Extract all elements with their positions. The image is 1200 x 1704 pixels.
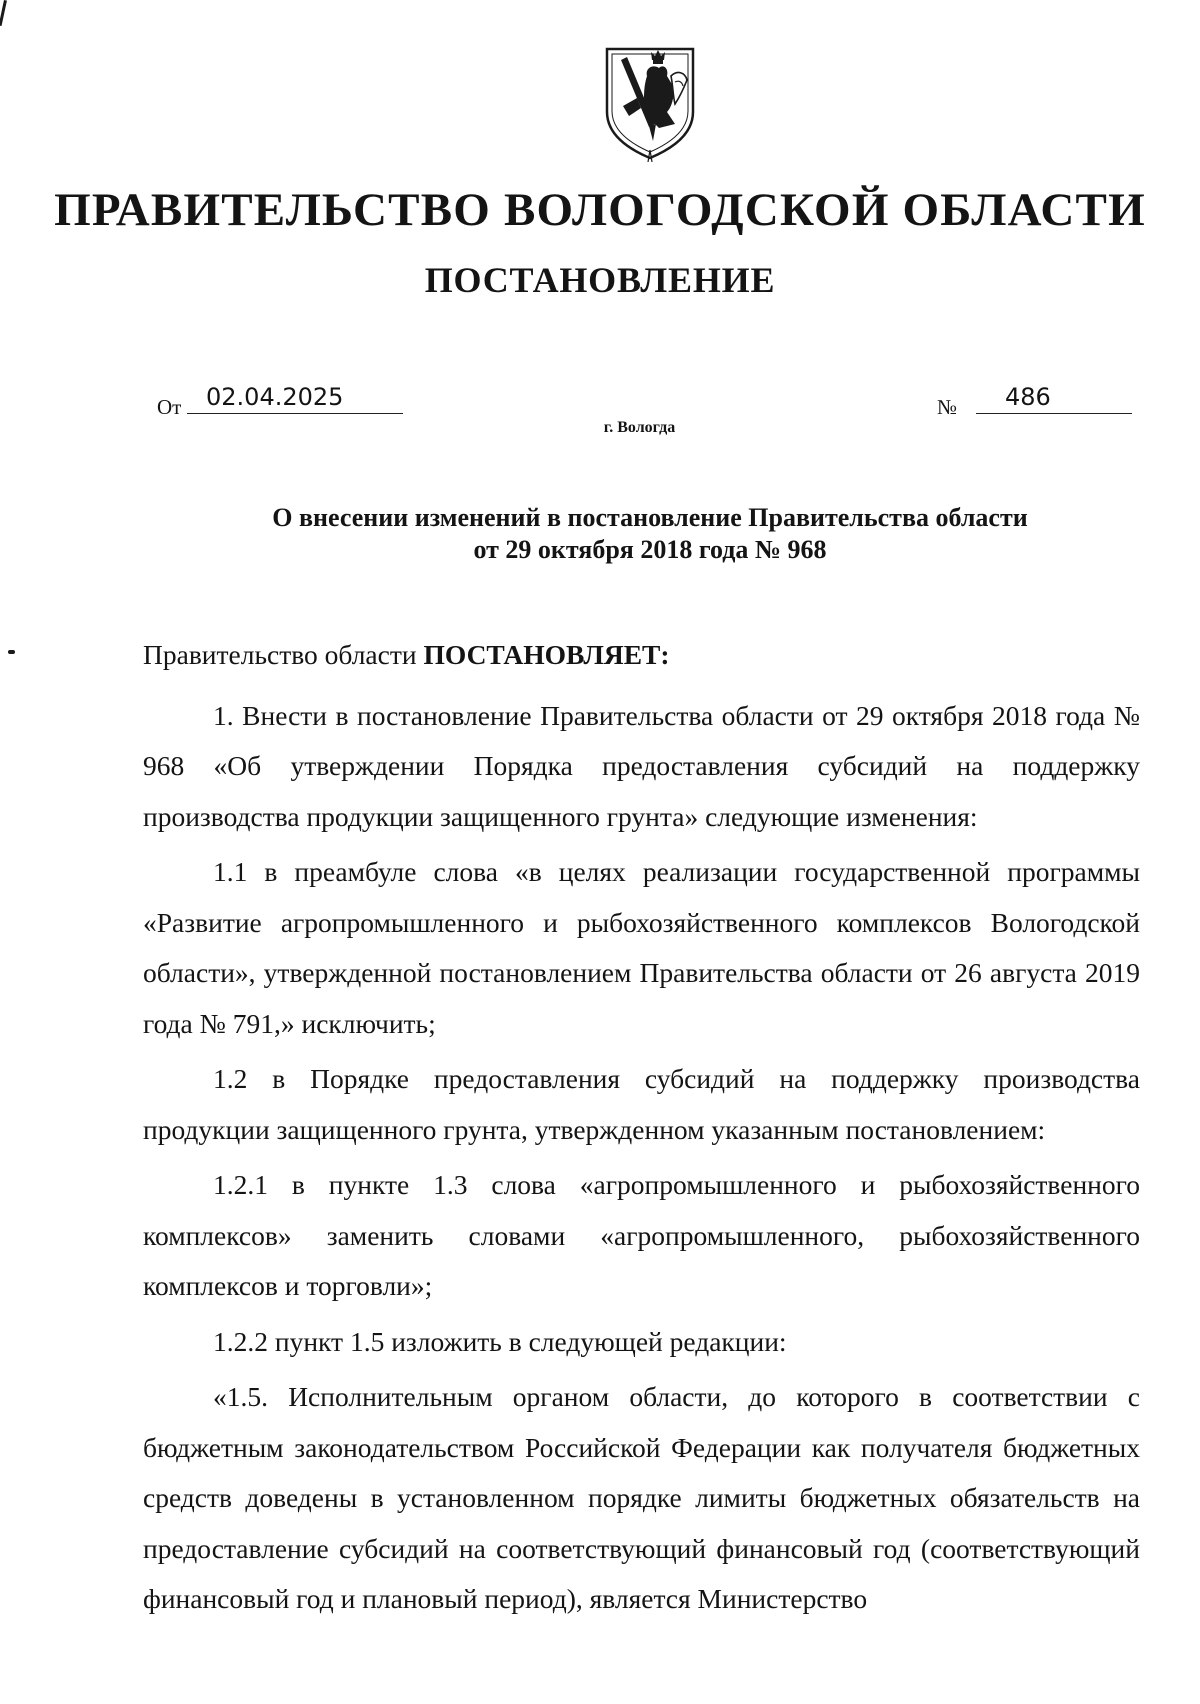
paragraph-1: 1. Внести в постановление Правительства области от 29 октября 2018 года № 968 «Об утверждении Порядка предоставления субсидий на поддержку производства продукции защищенного грунта» следующие изменения:	[143, 699, 1140, 832]
vologda-coat-of-arms-icon	[603, 46, 697, 162]
paragraph-1-2: 1.2 в Порядке предоставления субсидий на поддержку производства продукции защищенного грунта, утвержденном указанным постановлением:	[143, 1063, 1140, 1145]
lead-strong-text: ПОСТАНОВЛЯЕТ:	[423, 639, 670, 670]
subject-line-1: О внесении изменений в постановление Правительства области	[272, 503, 1028, 532]
scan-artifact-line	[0, 0, 7, 26]
date-underline	[187, 413, 403, 414]
document-body	[143, 630, 1140, 1630]
number-value: 486	[1005, 383, 1051, 411]
lead-paragraph	[143, 630, 1140, 681]
paragraph-1-2-2: 1.2.2 пункт 1.5 изложить в следующей редакции:	[213, 1325, 787, 1357]
number-underline	[976, 413, 1132, 414]
government-title: ПРАВИТЕЛЬСТВО ВОЛОГОДСКОЙ ОБЛАСТИ	[54, 184, 1146, 236]
city-label: г. Вологда	[603, 419, 676, 436]
document-subject	[150, 502, 1150, 566]
number-label: №	[937, 395, 958, 419]
paragraph-1-5-quote: «1.5. Исполнительным органом области, до которого в соответствии с бюджетным законодательством Российской Федерации как получателя бюджетных средств доведены в установленном порядке лимиты бюджетных обязательств на предоставление субсидий на соответствующий финансовый год (соответствующий финансовый год и плановый период), является Министерство	[143, 1381, 1140, 1614]
date-value: 02.04.2025	[206, 383, 344, 411]
lead-text: Правительство области	[143, 639, 424, 670]
subject-line-2: от 29 октября 2018 года № 968	[473, 535, 827, 564]
document-type-title: ПОСТАНОВЛЕНИЕ	[424, 260, 776, 300]
scan-artifact-dot	[8, 650, 15, 654]
paragraph-1-1: 1.1 в преамбуле слова «в целях реализации государственной программы «Развитие агропромышленного и рыбохозяйственного комплексов Вологодской области», утвержденной постановлением Правительства области от 26 августа 2019 года № 791,» исключить;	[143, 856, 1140, 1039]
paragraph-1-2-1: 1.2.1 в пункте 1.3 слова «агропромышленного и рыбохозяйственного комплексов» заменить словами «агропромышленного, рыбохозяйственного комплексов и торговли»;	[143, 1169, 1140, 1301]
date-label: От	[157, 395, 182, 419]
